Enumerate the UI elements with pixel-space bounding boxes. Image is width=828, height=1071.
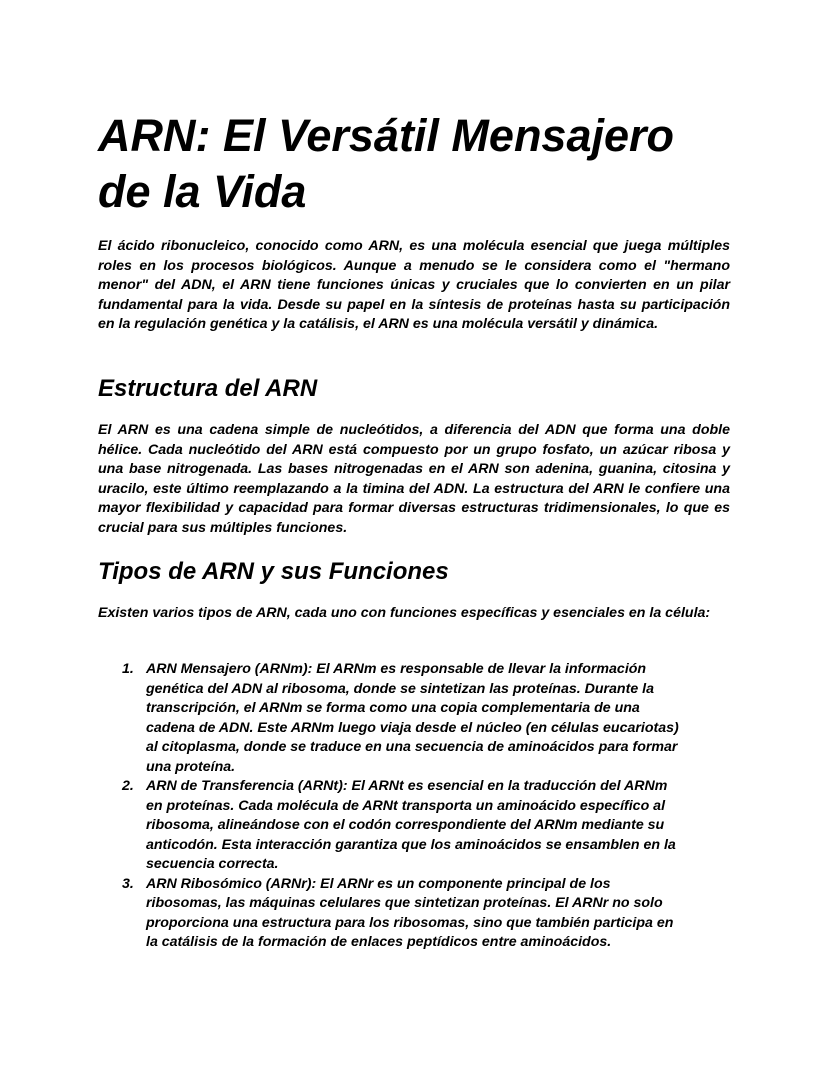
section-paragraph-tipos: Existen varios tipos de ARN, cada uno con funciones específicas y esenciales en la célula: — [98, 605, 711, 621]
intro-paragraph: El ácido ribonucleico, conocido como ARN, es una molécula esencial que juega múltiples roles en los procesos biológicos. Aunque a menudo se le considera como el "hermano menor" del ADN, el ARN tiene funciones únicas y cruciales que lo convierten en un pilar fundamental para la vida. Desde su papel en la síntesis de proteínas hasta su participación en la regulación genética y la catálisis, el ARN es una molécula versátil y dinámica. — [98, 238, 730, 332]
section-heading-estructura: Estructura del ARN — [98, 375, 318, 402]
list-number: 3. — [122, 875, 134, 892]
document-title: ARN: El Versátil Mensajero de la Vida — [98, 110, 675, 217]
list-number: 1. — [122, 661, 134, 677]
list-item — [98, 777, 681, 875]
list-item-text: ARN Ribosómico (ARNr): El ARNr es un componente principal de los ribosomas, las máquinas celulares que sintetizan proteínas. El ARNr no solo proporciona una estructura para los ribosomas, sino que también participa en la catálisis de la formación de enlaces peptídicos entre aminoácidos. — [146, 875, 674, 950]
list-number: 2. — [122, 778, 134, 794]
list-item-text: ARN de Transferencia (ARNt): El ARNt es esencial en la traducción del ARNm en proteínas. Cada molécula de ARNt transporta un aminoácido específico al ribosoma, alineándose con el codón correspondiente del ARNm mediante su anticodón. Esta interacción garantiza que los aminoácidos se ensamblen en la secuencia correcta. — [146, 778, 676, 872]
section-heading-tipos: Tipos de ARN y sus Funciones — [98, 558, 449, 585]
list-item — [98, 875, 681, 953]
rna-types-list — [98, 660, 730, 953]
section-paragraph-estructura: El ARN es una cadena simple de nucleótidos, a diferencia del ADN que forma una doble hélice. Cada nucleótido del ARN está compuesto por un grupo fosfato, un azúcar ribosa y una base nitrogenada. Las bases nitrogenadas en el ARN son adenina, guanina, citosina y uracilo, este último reemplazando a la timina del ADN. La estructura del ARN le confiere una mayor flexibilidad y capacidad para formar diversas estructuras tridimensionales, lo que es crucial para sus múltiples funciones. — [98, 422, 730, 536]
list-item-text: ARN Mensajero (ARNm): El ARNm es responsable de llevar la información genética del ADN al ribosoma, donde se sintetizan las proteínas. Durante la transcripción, el ARNm se forma como una copia complementaria de una cadena de ADN. Este ARNm luego viaja desde el núcleo (en células eucariotas) al citoplasma, donde se traduce en una secuencia de aminoácidos para formar una proteína. — [146, 661, 679, 775]
list-item — [98, 660, 681, 777]
